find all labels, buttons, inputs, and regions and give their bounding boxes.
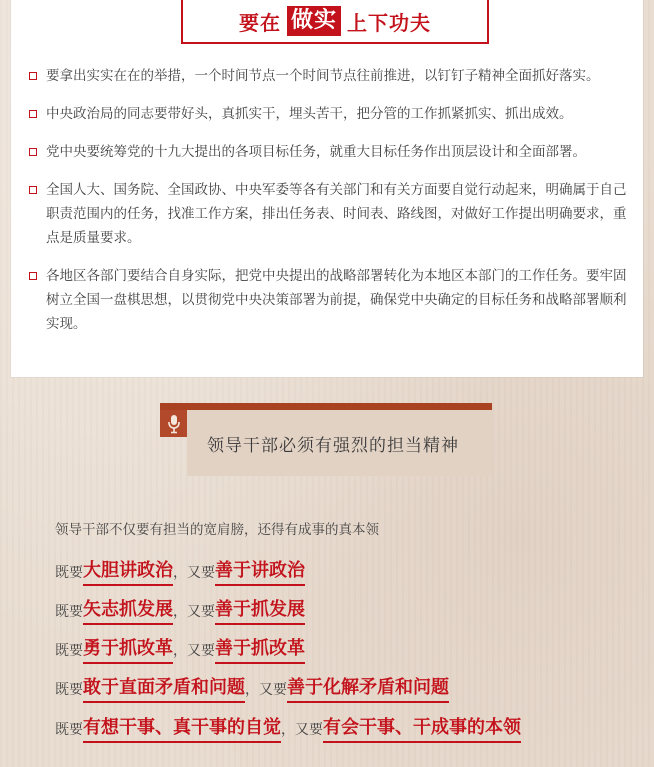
requirement-line — [55, 598, 305, 625]
square-bullet-icon — [29, 272, 37, 280]
intro-text: 领导干部不仅要有担当的宽肩膀，还得有成事的真本领 — [55, 522, 379, 538]
list-item — [29, 264, 629, 336]
title-prefix: 要在 — [238, 10, 281, 35]
req-prefix: 既要 — [55, 643, 83, 659]
square-bullet-icon — [29, 186, 37, 194]
point-text: 各地区各部门要结合自身实际，把党中央提出的战略部署转化为本地区本部门的工作任务。要牢固树立全国一盘棋思想，以贯彻党中央决策部署为前提，确保党中央确定的目标任务和战略部署顺利实现。 — [46, 268, 627, 332]
req-middle: ，又要 — [173, 643, 215, 659]
square-bullet-icon — [29, 72, 37, 80]
card-title-frame — [181, 0, 489, 44]
point-text: 党中央要统筹党的十九大提出的各项目标任务，就重大目标任务作出顶层设计和全面部署。 — [46, 144, 586, 160]
requirement-line — [55, 559, 305, 586]
req-emphasis-b: 有会干事、干成事的本领 — [323, 716, 521, 743]
requirement-line — [55, 637, 305, 664]
req-emphasis-a: 大胆讲政治 — [83, 559, 173, 586]
point-text: 中央政治局的同志要带好头，真抓实干，埋头苦干，把分管的工作抓紧抓实、抓出成效。 — [46, 106, 573, 122]
req-prefix: 既要 — [55, 722, 83, 738]
list-item — [29, 140, 629, 164]
requirement-line — [55, 676, 449, 703]
req-middle: ，又要 — [245, 682, 287, 698]
req-prefix: 既要 — [55, 604, 83, 620]
req-prefix: 既要 — [55, 565, 83, 581]
section-top-bar — [160, 403, 492, 410]
req-emphasis-b: 善于化解矛盾和问题 — [287, 676, 449, 703]
section-title-box — [187, 410, 492, 476]
square-bullet-icon — [29, 148, 37, 156]
point-list — [29, 64, 629, 350]
requirement-line — [55, 716, 521, 743]
card-title — [239, 6, 431, 36]
microphone-icon — [160, 410, 187, 437]
req-emphasis-b: 善于抓改革 — [215, 637, 305, 664]
list-item — [29, 178, 629, 250]
square-bullet-icon — [29, 110, 37, 118]
req-emphasis-a: 矢志抓发展 — [83, 598, 173, 625]
req-emphasis-a: 勇于抓改革 — [83, 637, 173, 664]
point-text: 全国人大、国务院、全国政协、中央军委等各有关部门和有关方面要自觉行动起来，明确属于自己职责范围内的任务，找准工作方案，排出任务表、时间表、路线图，对做好工作提出明确要求，重点是质量要求。 — [46, 182, 627, 246]
point-text: 要拿出实实在在的举措，一个时间节点一个时间节点往前推进，以钉钉子精神全面抓好落实。 — [46, 68, 600, 84]
req-emphasis-b: 善于抓发展 — [215, 598, 305, 625]
req-emphasis-a: 有想干事、真干事的自觉 — [83, 716, 281, 743]
req-emphasis-a: 敢于直面矛盾和问题 — [83, 676, 245, 703]
task-card — [11, 0, 643, 377]
title-suffix: 上下功夫 — [347, 10, 431, 35]
req-prefix: 既要 — [55, 682, 83, 698]
req-middle: ，又要 — [281, 722, 323, 738]
req-middle: ，又要 — [173, 604, 215, 620]
section-title: 领导干部必须有强烈的担当精神 — [207, 435, 459, 456]
req-emphasis-b: 善于讲政治 — [215, 559, 305, 586]
title-highlight: 做实 — [287, 6, 341, 36]
list-item — [29, 64, 629, 88]
list-item — [29, 102, 629, 126]
req-middle: ，又要 — [173, 565, 215, 581]
